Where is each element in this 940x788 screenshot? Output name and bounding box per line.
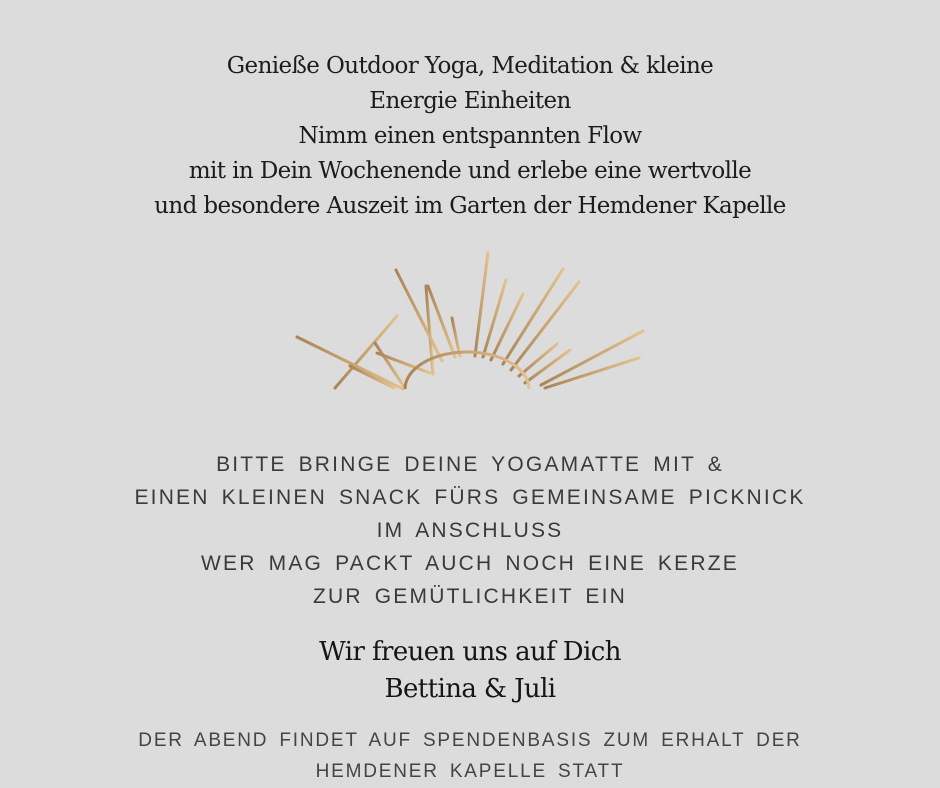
- intro-line: und besondere Auszeit im Garten der Hemdener Kapelle: [154, 193, 786, 219]
- bring-along-notes: [0, 448, 940, 613]
- sun-ray: [475, 253, 488, 356]
- notes-line: EINEN KLEINEN SNACK FÜRS GEMEINSAME PICKNICK: [134, 486, 806, 509]
- notes-line: IM ANSCHLUSS: [376, 519, 564, 542]
- sun-ray: [335, 316, 397, 388]
- donation-note: [0, 725, 940, 787]
- intro-line: Energie Einheiten: [369, 88, 571, 114]
- intro-line: mit in Dein Wochenende und erlebe eine wertvolle: [188, 158, 752, 184]
- sun-ray: [396, 270, 442, 361]
- sun-ray: [483, 280, 506, 357]
- greeting-line: Wir freuen uns auf Dich: [319, 637, 621, 667]
- notes-line: WER MAG PACKT AUCH NOCH EINE KERZE: [201, 552, 739, 575]
- intro-line: Genieße Outdoor Yoga, Meditation & kleine: [226, 53, 714, 79]
- intro-line: Nimm einen entspannten Flow: [298, 123, 642, 149]
- notes-line: BITTE BRINGE DEINE YOGAMATTE MIT &: [216, 453, 724, 476]
- footer-line: DER ABEND FINDET AUF SPENDENBASIS ZUM ERHALT DER: [138, 730, 802, 751]
- sun-ray: [519, 344, 557, 376]
- greeting: [0, 634, 940, 708]
- signature-line: Bettina & Juli: [384, 674, 556, 704]
- intro-text: [0, 49, 940, 224]
- footer-line: HEMDENER KAPELLE STATT: [315, 761, 625, 782]
- sun-ray: [545, 358, 639, 388]
- sun-ray: [541, 331, 643, 385]
- sun-ray: [350, 366, 394, 388]
- sun-ray: [491, 294, 523, 360]
- notes-line: ZUR GEMÜTLICHKEIT EIN: [312, 585, 627, 608]
- rising-sun-icon: [255, 238, 685, 398]
